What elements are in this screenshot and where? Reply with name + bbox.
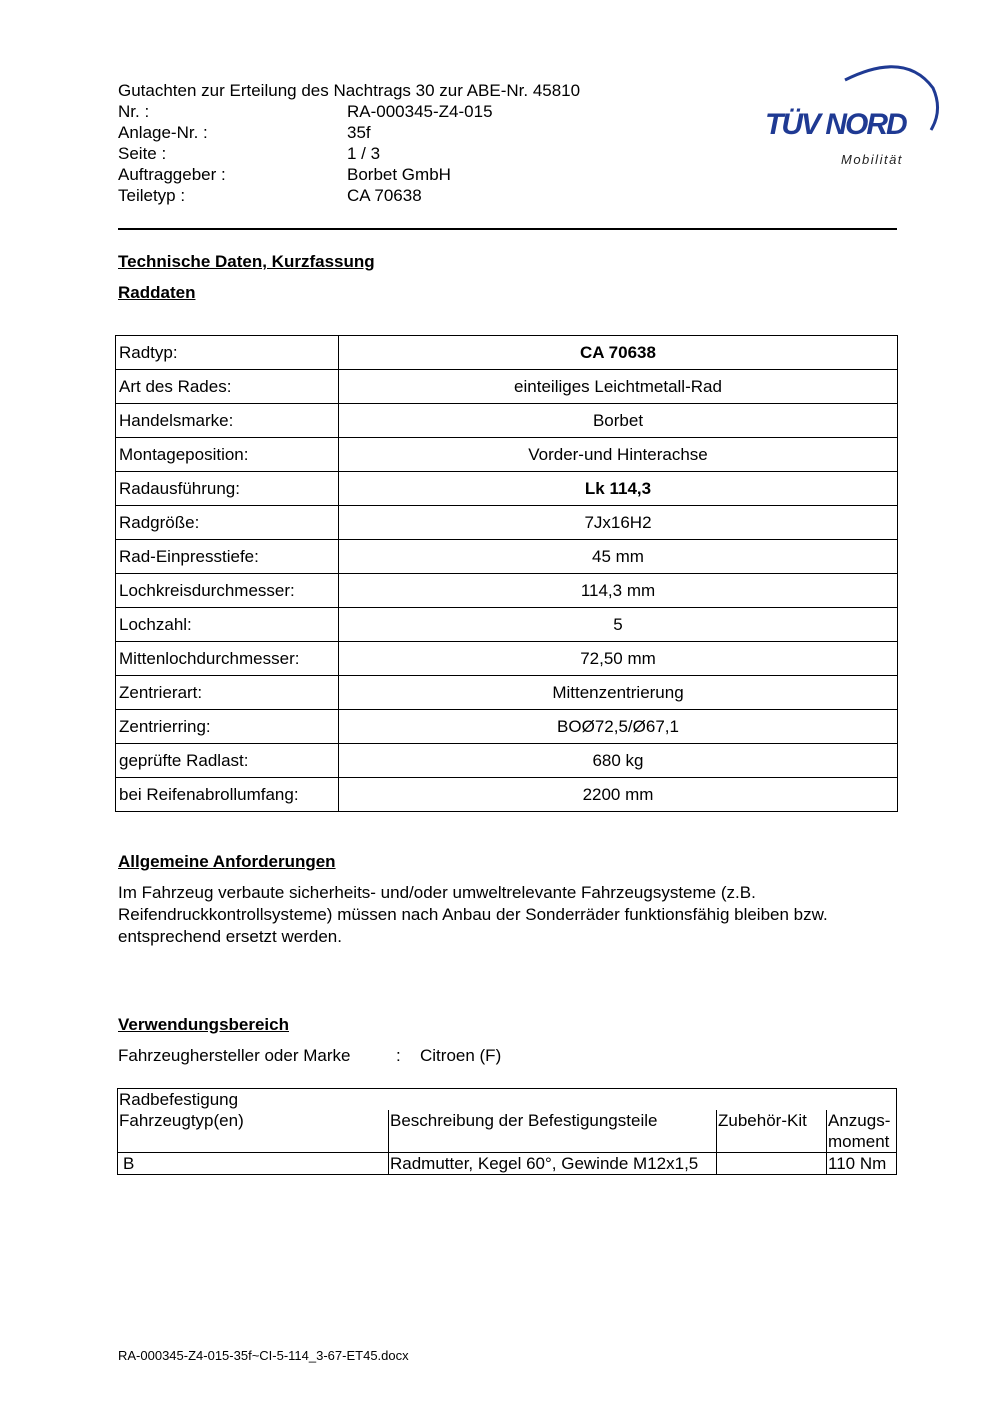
raddaten-value: CA 70638: [339, 336, 898, 370]
table-row: [116, 336, 898, 370]
column-header: Fahrzeugtyp(en): [118, 1110, 389, 1153]
table-row: [116, 710, 898, 744]
table-row: [116, 574, 898, 608]
raddaten-label: Radausführung:: [116, 472, 339, 506]
document-header: [118, 80, 580, 206]
radbefestigung-table: [117, 1088, 897, 1175]
radbefestigung-title-row: [118, 1089, 897, 1111]
raddaten-value: 680 kg: [339, 744, 898, 778]
section-title-raddaten: Raddaten: [118, 283, 196, 302]
table-cell: 110 Nm: [827, 1153, 897, 1175]
column-header: Zubehör-Kit: [717, 1110, 827, 1153]
raddaten-value: Mittenzentrierung: [339, 676, 898, 710]
raddaten-label: Rad-Einpresstiefe:: [116, 540, 339, 574]
allgemeine-anforderungen-text: Im Fahrzeug verbaute sicherheits- und/oder umweltrelevante Fahrzeugsysteme (z.B. Reifendruckkontrollsysteme) müssen nach Anbau der Sonderräder funktionsfähig bleiben bzw. entsprechend ersetzt werden.: [118, 883, 828, 946]
raddaten-value: Vorder-und Hinterachse: [339, 438, 898, 472]
raddaten-value: Borbet: [339, 404, 898, 438]
raddaten-value: Lk 114,3: [339, 472, 898, 506]
raddaten-label: Mittenlochdurchmesser:: [116, 642, 339, 676]
radbefestigung-title: Radbefestigung: [118, 1089, 897, 1111]
raddaten-label: Zentrierart:: [116, 676, 339, 710]
table-cell: B: [118, 1153, 389, 1175]
footer-filename: RA-000345-Z4-015-35f~CI-5-114_3-67-ET45.docx: [118, 1348, 409, 1363]
raddaten-value: 2200 mm: [339, 778, 898, 812]
raddaten-label: geprüfte Radlast:: [116, 744, 339, 778]
tuev-nord-logo: [765, 58, 945, 173]
raddaten-label: Radgröße:: [116, 506, 339, 540]
raddaten-value: 114,3 mm: [339, 574, 898, 608]
table-row: [116, 438, 898, 472]
raddaten-label: bei Reifenabrollumfang:: [116, 778, 339, 812]
raddaten-value: 5: [339, 608, 898, 642]
raddaten-label: Art des Rades:: [116, 370, 339, 404]
table-row: [118, 1153, 897, 1175]
table-row: [116, 370, 898, 404]
raddaten-value: 7Jx16H2: [339, 506, 898, 540]
raddaten-label: Radtyp:: [116, 336, 339, 370]
raddaten-table: [115, 335, 898, 812]
column-header: Anzugs-moment: [827, 1110, 897, 1153]
section-title-verwendungsbereich: Verwendungsbereich: [118, 1015, 289, 1034]
table-row: [116, 506, 898, 540]
header-field-anlage: Anlage-Nr. : 35f: [118, 123, 371, 142]
raddaten-label: Lochzahl:: [116, 608, 339, 642]
header-field-auftraggeber: Auftraggeber : Borbet GmbH: [118, 165, 451, 184]
table-row: [116, 472, 898, 506]
table-cell: Radmutter, Kegel 60°, Gewinde M12x1,5: [389, 1153, 717, 1175]
raddaten-value: BOØ72,5/Ø67,1: [339, 710, 898, 744]
raddaten-label: Handelsmarke:: [116, 404, 339, 438]
header-field-seite: Seite : 1 / 3: [118, 144, 381, 163]
header-divider: [118, 228, 897, 230]
table-row: [116, 540, 898, 574]
logo-wordmark: TÜV NORD: [765, 108, 906, 141]
raddaten-value: 72,50 mm: [339, 642, 898, 676]
document-title: Gutachten zur Erteilung des Nachtrags 30 zur ABE-Nr. 45810: [118, 81, 581, 100]
logo-subtitle: Mobilität: [841, 152, 903, 167]
table-cell: [717, 1153, 827, 1175]
section-title-allgemeine-anforderungen: Allgemeine Anforderungen: [118, 852, 336, 871]
table-row: [116, 642, 898, 676]
radbefestigung-header-row: [118, 1110, 897, 1153]
table-row: [116, 676, 898, 710]
raddaten-label: Montageposition:: [116, 438, 339, 472]
column-header: Beschreibung der Befestigungsteile: [389, 1110, 717, 1153]
header-field-teiletyp: Teiletyp : CA 70638: [118, 186, 422, 205]
header-field-nr: Nr. : RA-000345-Z4-015: [118, 102, 493, 121]
table-row: [116, 778, 898, 812]
table-row: [116, 404, 898, 438]
raddaten-value: 45 mm: [339, 540, 898, 574]
table-row: [116, 744, 898, 778]
raddaten-value: einteiliges Leichtmetall-Rad: [339, 370, 898, 404]
table-row: [116, 608, 898, 642]
raddaten-label: Zentrierring:: [116, 710, 339, 744]
fahrzeughersteller-line: Fahrzeughersteller oder Marke : Citroen (F): [118, 1046, 502, 1065]
section-title-technische-daten: Technische Daten, Kurzfassung: [118, 252, 375, 271]
raddaten-label: Lochkreisdurchmesser:: [116, 574, 339, 608]
